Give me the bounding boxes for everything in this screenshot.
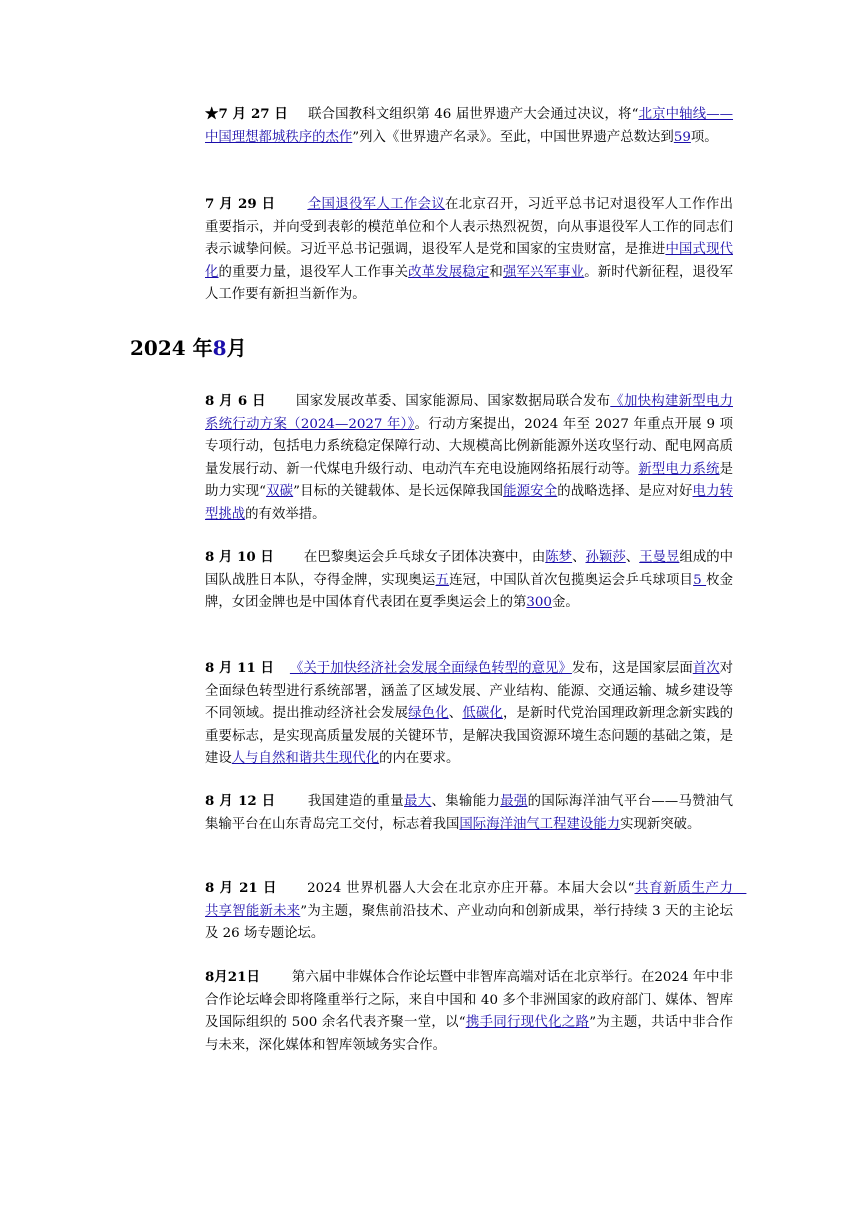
entry-date: ★7 月 27 日 bbox=[205, 106, 288, 122]
entry-text-segment: 在巴黎奥运会乒乓球女子团体决赛中，由 bbox=[303, 550, 546, 565]
month-heading-month: 8 bbox=[212, 336, 227, 360]
entry-date: 8 月 11 日 bbox=[205, 660, 274, 676]
entry-text-segment: 实现新突破。 bbox=[620, 816, 701, 832]
entry-text-segment: 组成的中国队战胜日本队，夺得金牌，实现奥运 bbox=[205, 550, 734, 588]
entry-text-segment: ”目标的关键载体、是长远保障我国 bbox=[293, 484, 504, 499]
entry-text-segment: 连冠，中国队首次包揽奥运会乒乓球项目 bbox=[449, 572, 694, 588]
entry-text-segment: 在北京召开，习近平总书记对退役军人工作作出重要指示，并向受到表彰的模范单位和个人表示热烈祝贺，向从事退役军人工作的同志们表示诚挚问候。习近平总书记强调，退役军人是党和国家的宝贵财富，是推进 bbox=[205, 197, 734, 257]
entry-text-segment: 的内在要求。 bbox=[379, 751, 460, 766]
entry-link[interactable]: 全国退役军人工作会议 bbox=[307, 197, 446, 212]
entry-text-segment: 的重要力量，退役军人工作事关 bbox=[218, 264, 409, 280]
entry-text-segment: 。行动方案提出，2024 年至 2027 年重点开展 9 项专项行动，包括电力系统稳定保障行动、大规模高比例新能源外送攻坚行动、配电网高质量发展行动、新一代煤电升级行动、电动汽车充电设施网络拓展行动等。 bbox=[205, 416, 733, 477]
entry-date: 8 月 12 日 bbox=[205, 793, 276, 809]
entry-link[interactable]: 首次 bbox=[692, 661, 720, 676]
entry-link[interactable]: 300 bbox=[526, 595, 552, 610]
entry-link[interactable]: 《关于加快经济社会发展全面绿色转型的意见》 bbox=[289, 661, 572, 676]
entry-text-segment: 对全面绿色转型进行系统部署，涵盖了区域发展、产业结构、能源、交通运输、城乡建设等不同领域。提出推动经济社会发展 bbox=[205, 661, 734, 721]
entry-text-segment: 和 bbox=[489, 264, 503, 280]
entry-link[interactable]: 最强 bbox=[500, 794, 528, 809]
entry-aug-12 bbox=[205, 790, 733, 836]
entry-text-segment: 是助力实现“ bbox=[205, 461, 734, 499]
entry-text-segment: 。新时代新征程，退役军人工作要有新担当新作为。 bbox=[205, 264, 734, 302]
entry-text-segment: 金。 bbox=[551, 595, 579, 610]
entry-text-segment: 的战略选择、是应对好 bbox=[557, 484, 693, 499]
entry-link[interactable]: 能源安全 bbox=[503, 484, 558, 499]
entry-text-segment: 、 bbox=[572, 550, 586, 565]
entry-link[interactable]: 国际海洋油气工程建设能力 bbox=[459, 816, 621, 832]
entry-jul-29 bbox=[205, 193, 733, 307]
entry-link[interactable]: 绿色化 bbox=[408, 706, 449, 721]
entry-date: 8 月 6 日 bbox=[205, 393, 266, 409]
entry-link[interactable]: 王曼昱 bbox=[639, 550, 680, 565]
entry-aug-6 bbox=[205, 390, 733, 526]
entry-link[interactable]: 强军兴军事业 bbox=[502, 264, 585, 280]
month-heading-year: 2024 年 bbox=[130, 336, 213, 360]
entry-link[interactable]: 孙颖莎 bbox=[585, 550, 626, 565]
entry-link[interactable]: 人与自然和谐共生现代化 bbox=[231, 751, 380, 766]
entry-link[interactable]: 双碳 bbox=[265, 484, 294, 499]
entry-text-segment: 项。 bbox=[690, 129, 718, 145]
entry-text bbox=[205, 970, 733, 1053]
month-heading-suffix: 月 bbox=[226, 336, 247, 360]
entry-text-segment: 联合国教科文组织第 46 届世界遗产大会通过决议，将“ bbox=[307, 107, 639, 122]
entry-text-segment: ”为主题，共话中非合作与未来，深化媒体和智库领域务实合作。 bbox=[205, 1015, 733, 1053]
entry-link[interactable]: 五 bbox=[435, 572, 450, 588]
entry-aug-21-media bbox=[205, 966, 733, 1057]
entry-text bbox=[205, 794, 733, 832]
entry-text bbox=[205, 661, 733, 766]
entry-link[interactable]: 59 bbox=[673, 129, 691, 145]
entry-text-segment: 第六届中非媒体合作论坛暨中非智库高端对话在北京举行。在2024 年中非合作论坛峰会即将隆重举行之际，来自中国和 40 多个非洲国家的政府部门、媒体、智库及国际组织的 500 余名代表齐聚一堂，以“ bbox=[205, 970, 733, 1030]
entry-text-segment: ”列入《世界遗产名录》。至此，中国世界遗产总数达到 bbox=[352, 129, 674, 145]
entry-text-segment: 、 bbox=[448, 706, 463, 721]
entry-link[interactable]: 改革发展稳定 bbox=[408, 264, 490, 280]
entry-link[interactable]: 最大 bbox=[404, 794, 432, 809]
entry-text bbox=[205, 197, 733, 302]
entry-text-segment: 国家发展改革委、国家能源局、国家数据局联合发布 bbox=[295, 394, 611, 409]
entry-date: 8 月 21 日 bbox=[205, 880, 278, 896]
entry-link[interactable]: 北京中轴线——中国理想都城秩序的杰作 bbox=[205, 107, 734, 145]
entry-text-segment: 发布，这是国家层面 bbox=[571, 661, 693, 676]
month-heading bbox=[130, 334, 247, 362]
entry-link[interactable]: 新型电力系统 bbox=[638, 461, 720, 477]
entry-text-segment: 我国建造的重量 bbox=[307, 794, 404, 809]
entry-text-segment: 、集输能力 bbox=[431, 794, 501, 809]
entry-date: 8月21日 bbox=[205, 969, 260, 985]
entry-text-segment: 、 bbox=[625, 550, 640, 565]
entry-jul-27 bbox=[205, 103, 733, 149]
entry-text-segment: ”为主题，聚焦前沿技术、产业动向和创新成果，举行持续 3 天的主论坛及 26 场专题论坛。 bbox=[205, 903, 733, 941]
entry-aug-11 bbox=[205, 657, 733, 771]
entry-link[interactable]: 携手同行现代化之路 bbox=[465, 1015, 590, 1030]
entry-date: 7 月 29 日 bbox=[205, 196, 276, 212]
entry-text-segment: 枚金牌，女团金牌也是中国体育代表团在夏季奥运会上的第 bbox=[205, 572, 734, 610]
entry-text bbox=[205, 394, 733, 522]
entry-text bbox=[205, 881, 746, 941]
entry-text bbox=[205, 550, 733, 610]
entry-link[interactable]: 电力转型挑战 bbox=[205, 484, 733, 522]
entry-link[interactable]: 中国式现代化 bbox=[205, 242, 733, 280]
entry-text-segment: 的有效举措。 bbox=[245, 506, 326, 522]
entry-link[interactable]: 陈梦 bbox=[545, 550, 573, 565]
entry-aug-21-robot bbox=[205, 877, 747, 946]
entry-link[interactable]: 5 bbox=[693, 572, 707, 588]
entry-text-segment: 的国际海洋油气平台——马赞油气集输平台在山东青岛完工交付，标志着我国 bbox=[205, 794, 734, 832]
entry-text-segment: ，是新时代党治国理政新理念新实践的重要标志，是实现高质量发展的关键环节，是解决我国资源环境生态问题的基础之策，是建设 bbox=[205, 706, 734, 766]
entry-link[interactable]: 低碳化 bbox=[462, 706, 503, 721]
entry-text-segment: 2024 世界机器人大会在北京亦庄开幕。本届大会以“ bbox=[307, 881, 635, 896]
entry-link[interactable]: 共育新质生产力 共享智能新未来 bbox=[205, 881, 747, 919]
entry-date: 8 月 10 日 bbox=[205, 549, 274, 565]
entry-link[interactable]: 《加快构建新型电力系统行动方案（2024—2027 年）》 bbox=[205, 394, 733, 432]
entry-aug-10 bbox=[205, 546, 733, 615]
